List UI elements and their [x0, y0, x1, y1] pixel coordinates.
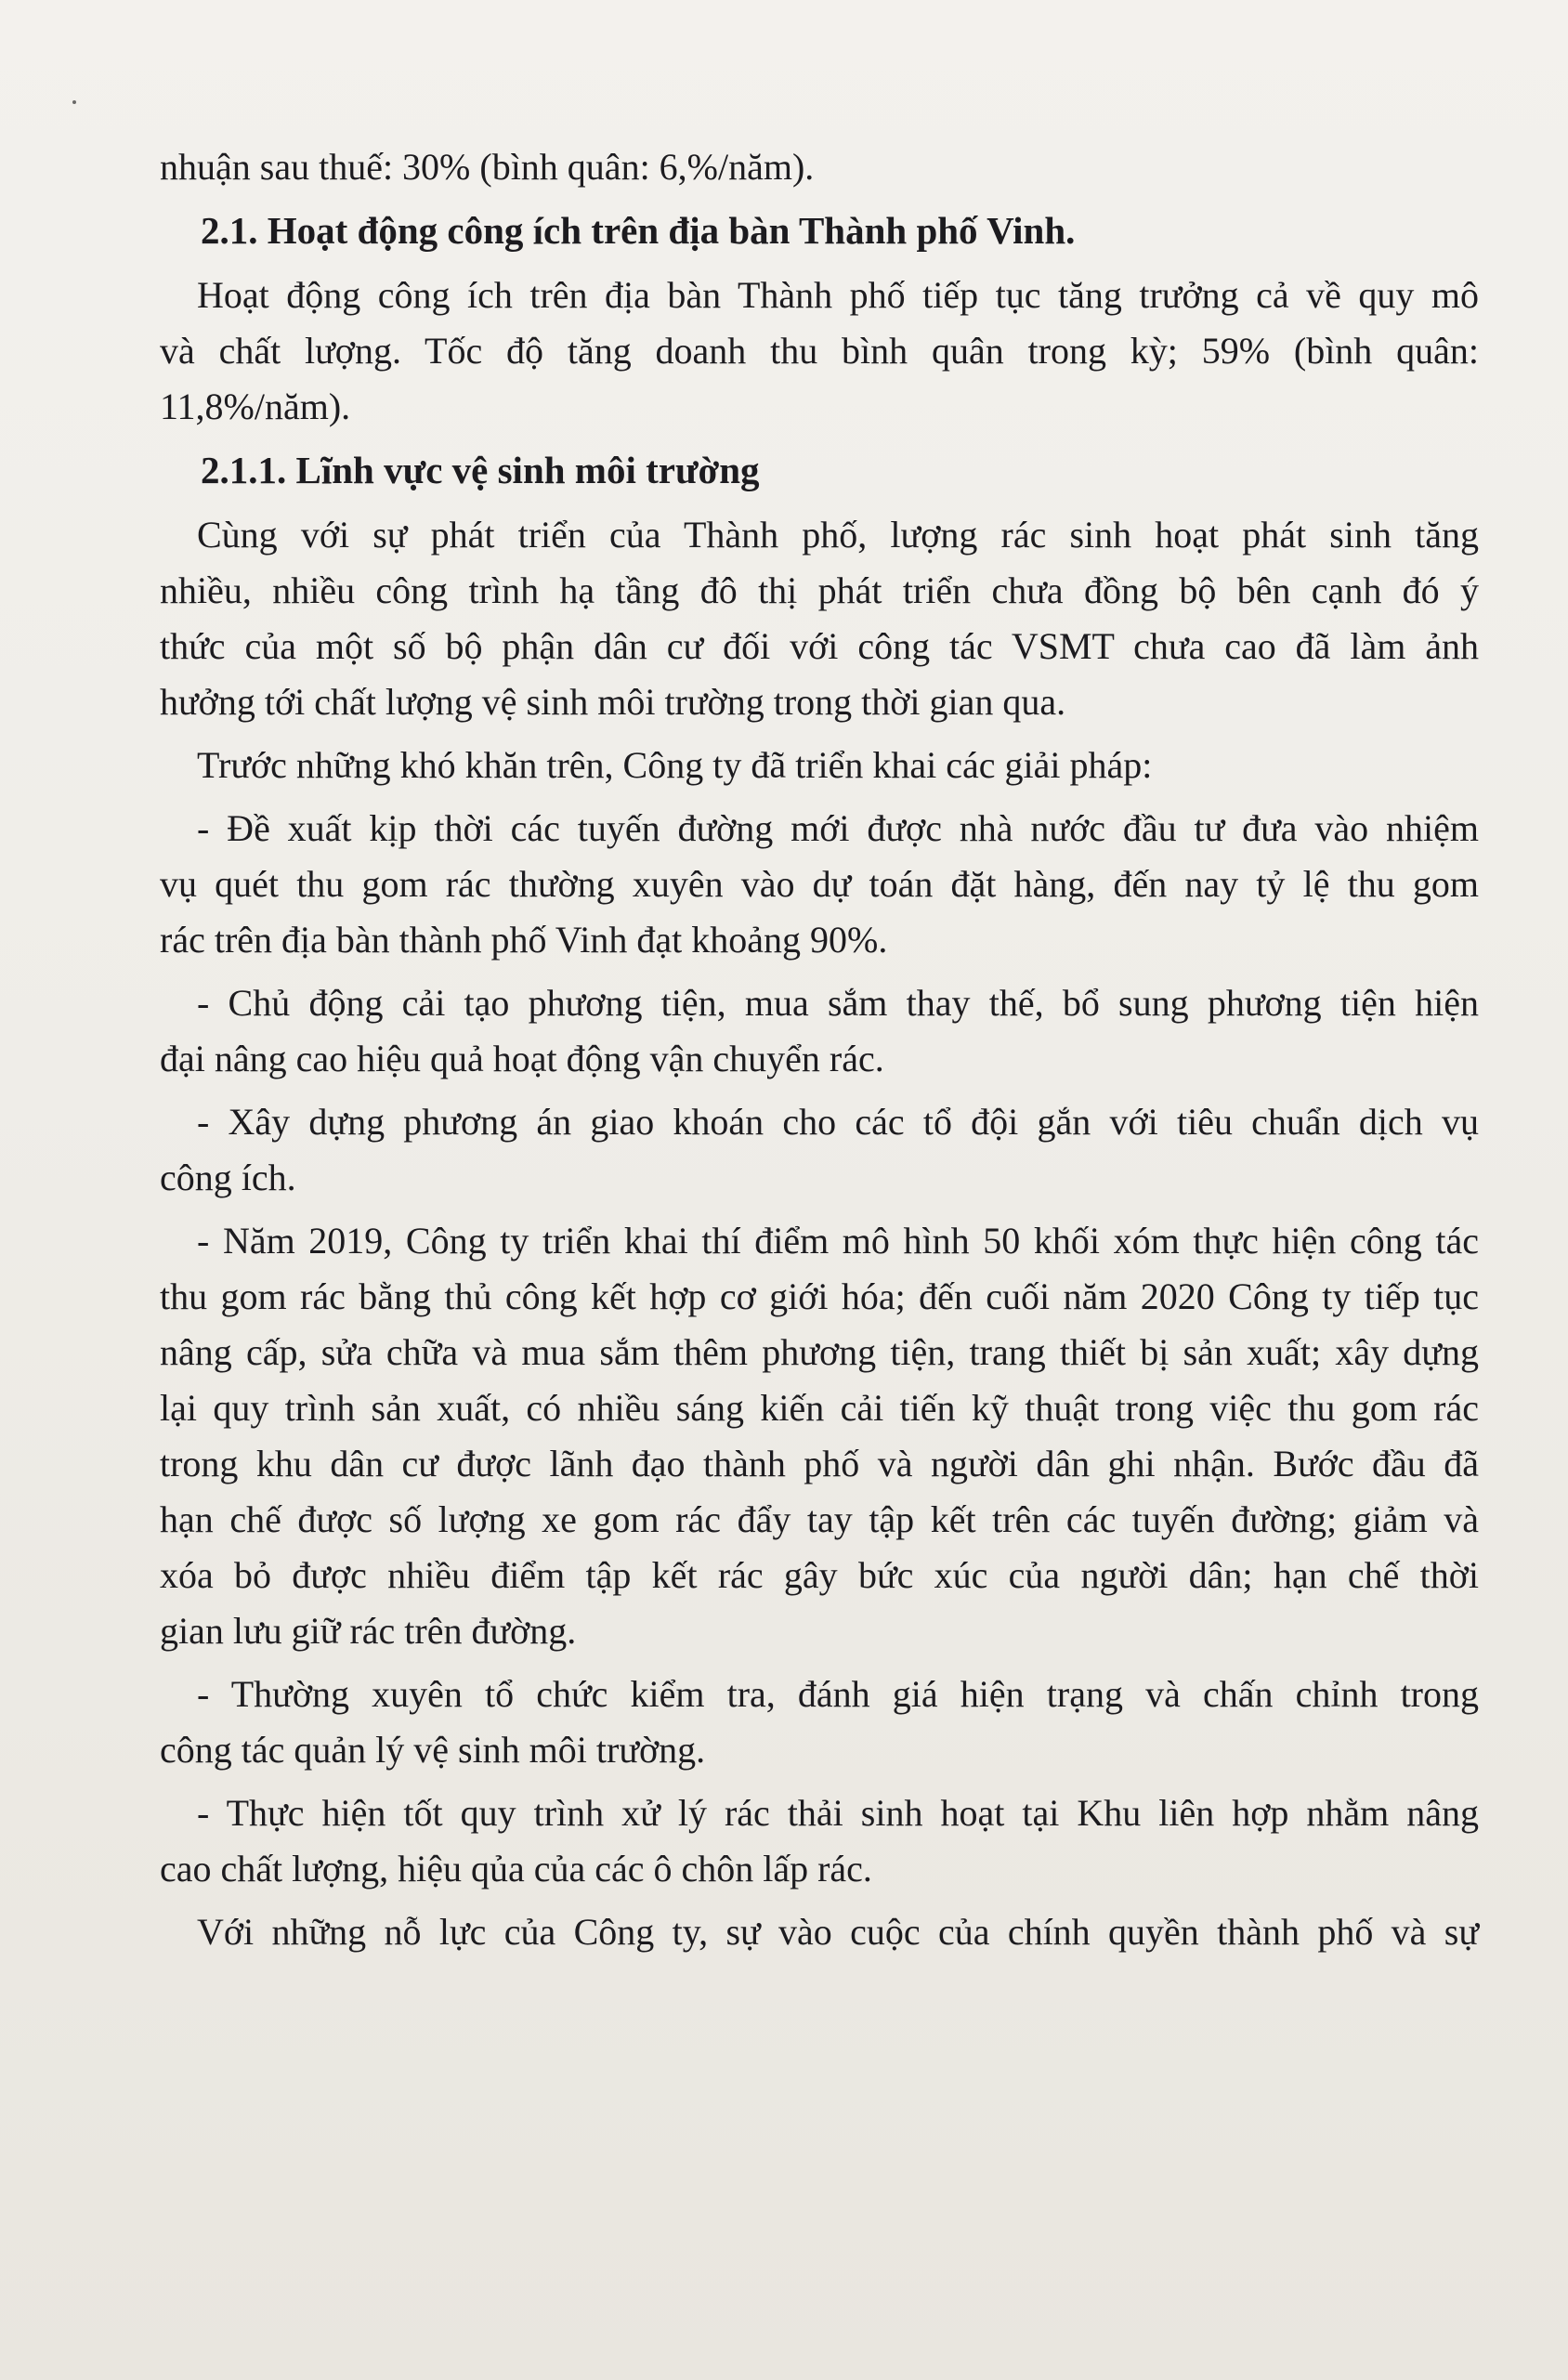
section-heading-2-1: 2.1. Hoạt động công ích trên địa bàn Thành phố Vinh.: [201, 209, 1076, 252]
section-heading-2-1-1: 2.1.1. Lĩnh vực vệ sinh môi trường: [201, 449, 760, 491]
text-line: 11,8%/năm).: [160, 386, 351, 427]
text-line: vụ quét thu gom rác thường xuyên vào dự toán đặt hàng, đến nay tỷ lệ thu gom: [160, 863, 1479, 905]
text-line: hạn chế được số lượng xe gom rác đẩy tay tập kết trên các tuyến đường; giảm và: [160, 1498, 1479, 1540]
text-line: nhuận sau thuế: 30% (bình quân: 6,%/năm).: [160, 146, 815, 188]
text-line: trong khu dân cư được lãnh đạo thành phố và người dân ghi nhận. Bước đầu đã: [160, 1443, 1479, 1484]
text-line: thức của một số bộ phận dân cư đối với công tác VSMT chưa cao đã làm ảnh: [160, 625, 1479, 667]
text-line: Hoạt động công ích trên địa bàn Thành phố tiếp tục tăng trưởng cả về quy mô: [197, 274, 1479, 316]
text-line: nâng cấp, sửa chữa và mua sắm thêm phương tiện, trang thiết bị sản xuất; xây dựng: [160, 1331, 1479, 1373]
text-line: Trước những khó khăn trên, Công ty đã triển khai các giải pháp:: [197, 744, 1153, 786]
text-line: - Chủ động cải tạo phương tiện, mua sắm thay thế, bổ sung phương tiện hiện: [197, 982, 1479, 1024]
text-line: - Xây dựng phương án giao khoán cho các tổ đội gắn với tiêu chuẩn dịch vụ: [197, 1101, 1479, 1143]
text-line: thu gom rác bằng thủ công kết hợp cơ giới hóa; đến cuối năm 2020 Công ty tiếp tục: [160, 1275, 1479, 1317]
text-line: lại quy trình sản xuất, có nhiều sáng kiến cải tiến kỹ thuật trong việc thu gom rác: [160, 1387, 1479, 1429]
text-line: hưởng tới chất lượng vệ sinh môi trường trong thời gian qua.: [160, 681, 1066, 723]
text-line: - Thường xuyên tổ chức kiểm tra, đánh giá hiện trạng và chấn chỉnh trong: [197, 1673, 1479, 1715]
text-line: và chất lượng. Tốc độ tăng doanh thu bình quân trong kỳ; 59% (bình quân:: [160, 330, 1479, 372]
document-body: [160, 139, 1479, 1960]
text-line: rác trên địa bàn thành phố Vinh đạt khoảng 90%.: [160, 919, 888, 961]
text-line: Với những nỗ lực của Công ty, sự vào cuộc của chính quyền thành phố và sự: [197, 1911, 1479, 1953]
scan-speck: [72, 100, 76, 104]
text-line: - Thực hiện tốt quy trình xử lý rác thải sinh hoạt tại Khu liên hợp nhằm nâng: [197, 1792, 1479, 1834]
text-line: công ích.: [160, 1157, 296, 1198]
text-line: nhiều, nhiều công trình hạ tầng đô thị phát triển chưa đồng bộ bên cạnh đó ý: [160, 569, 1479, 611]
text-line: - Đề xuất kịp thời các tuyến đường mới được nhà nước đầu tư đưa vào nhiệm: [197, 807, 1479, 849]
text-line: gian lưu giữ rác trên đường.: [160, 1610, 577, 1652]
text-line: Cùng với sự phát triển của Thành phố, lượng rác sinh hoạt phát sinh tăng: [197, 514, 1479, 556]
text-line: công tác quản lý vệ sinh môi trường.: [160, 1729, 706, 1771]
text-line: xóa bỏ được nhiều điểm tập kết rác gây bức xúc của người dân; hạn chế thời: [160, 1554, 1479, 1596]
text-line: cao chất lượng, hiệu qủa của các ô chôn lấp rác.: [160, 1848, 872, 1890]
text-line: - Năm 2019, Công ty triển khai thí điểm mô hình 50 khối xóm thực hiện công tác: [197, 1220, 1479, 1262]
text-line: đại nâng cao hiệu quả hoạt động vận chuyển rác.: [160, 1038, 884, 1079]
